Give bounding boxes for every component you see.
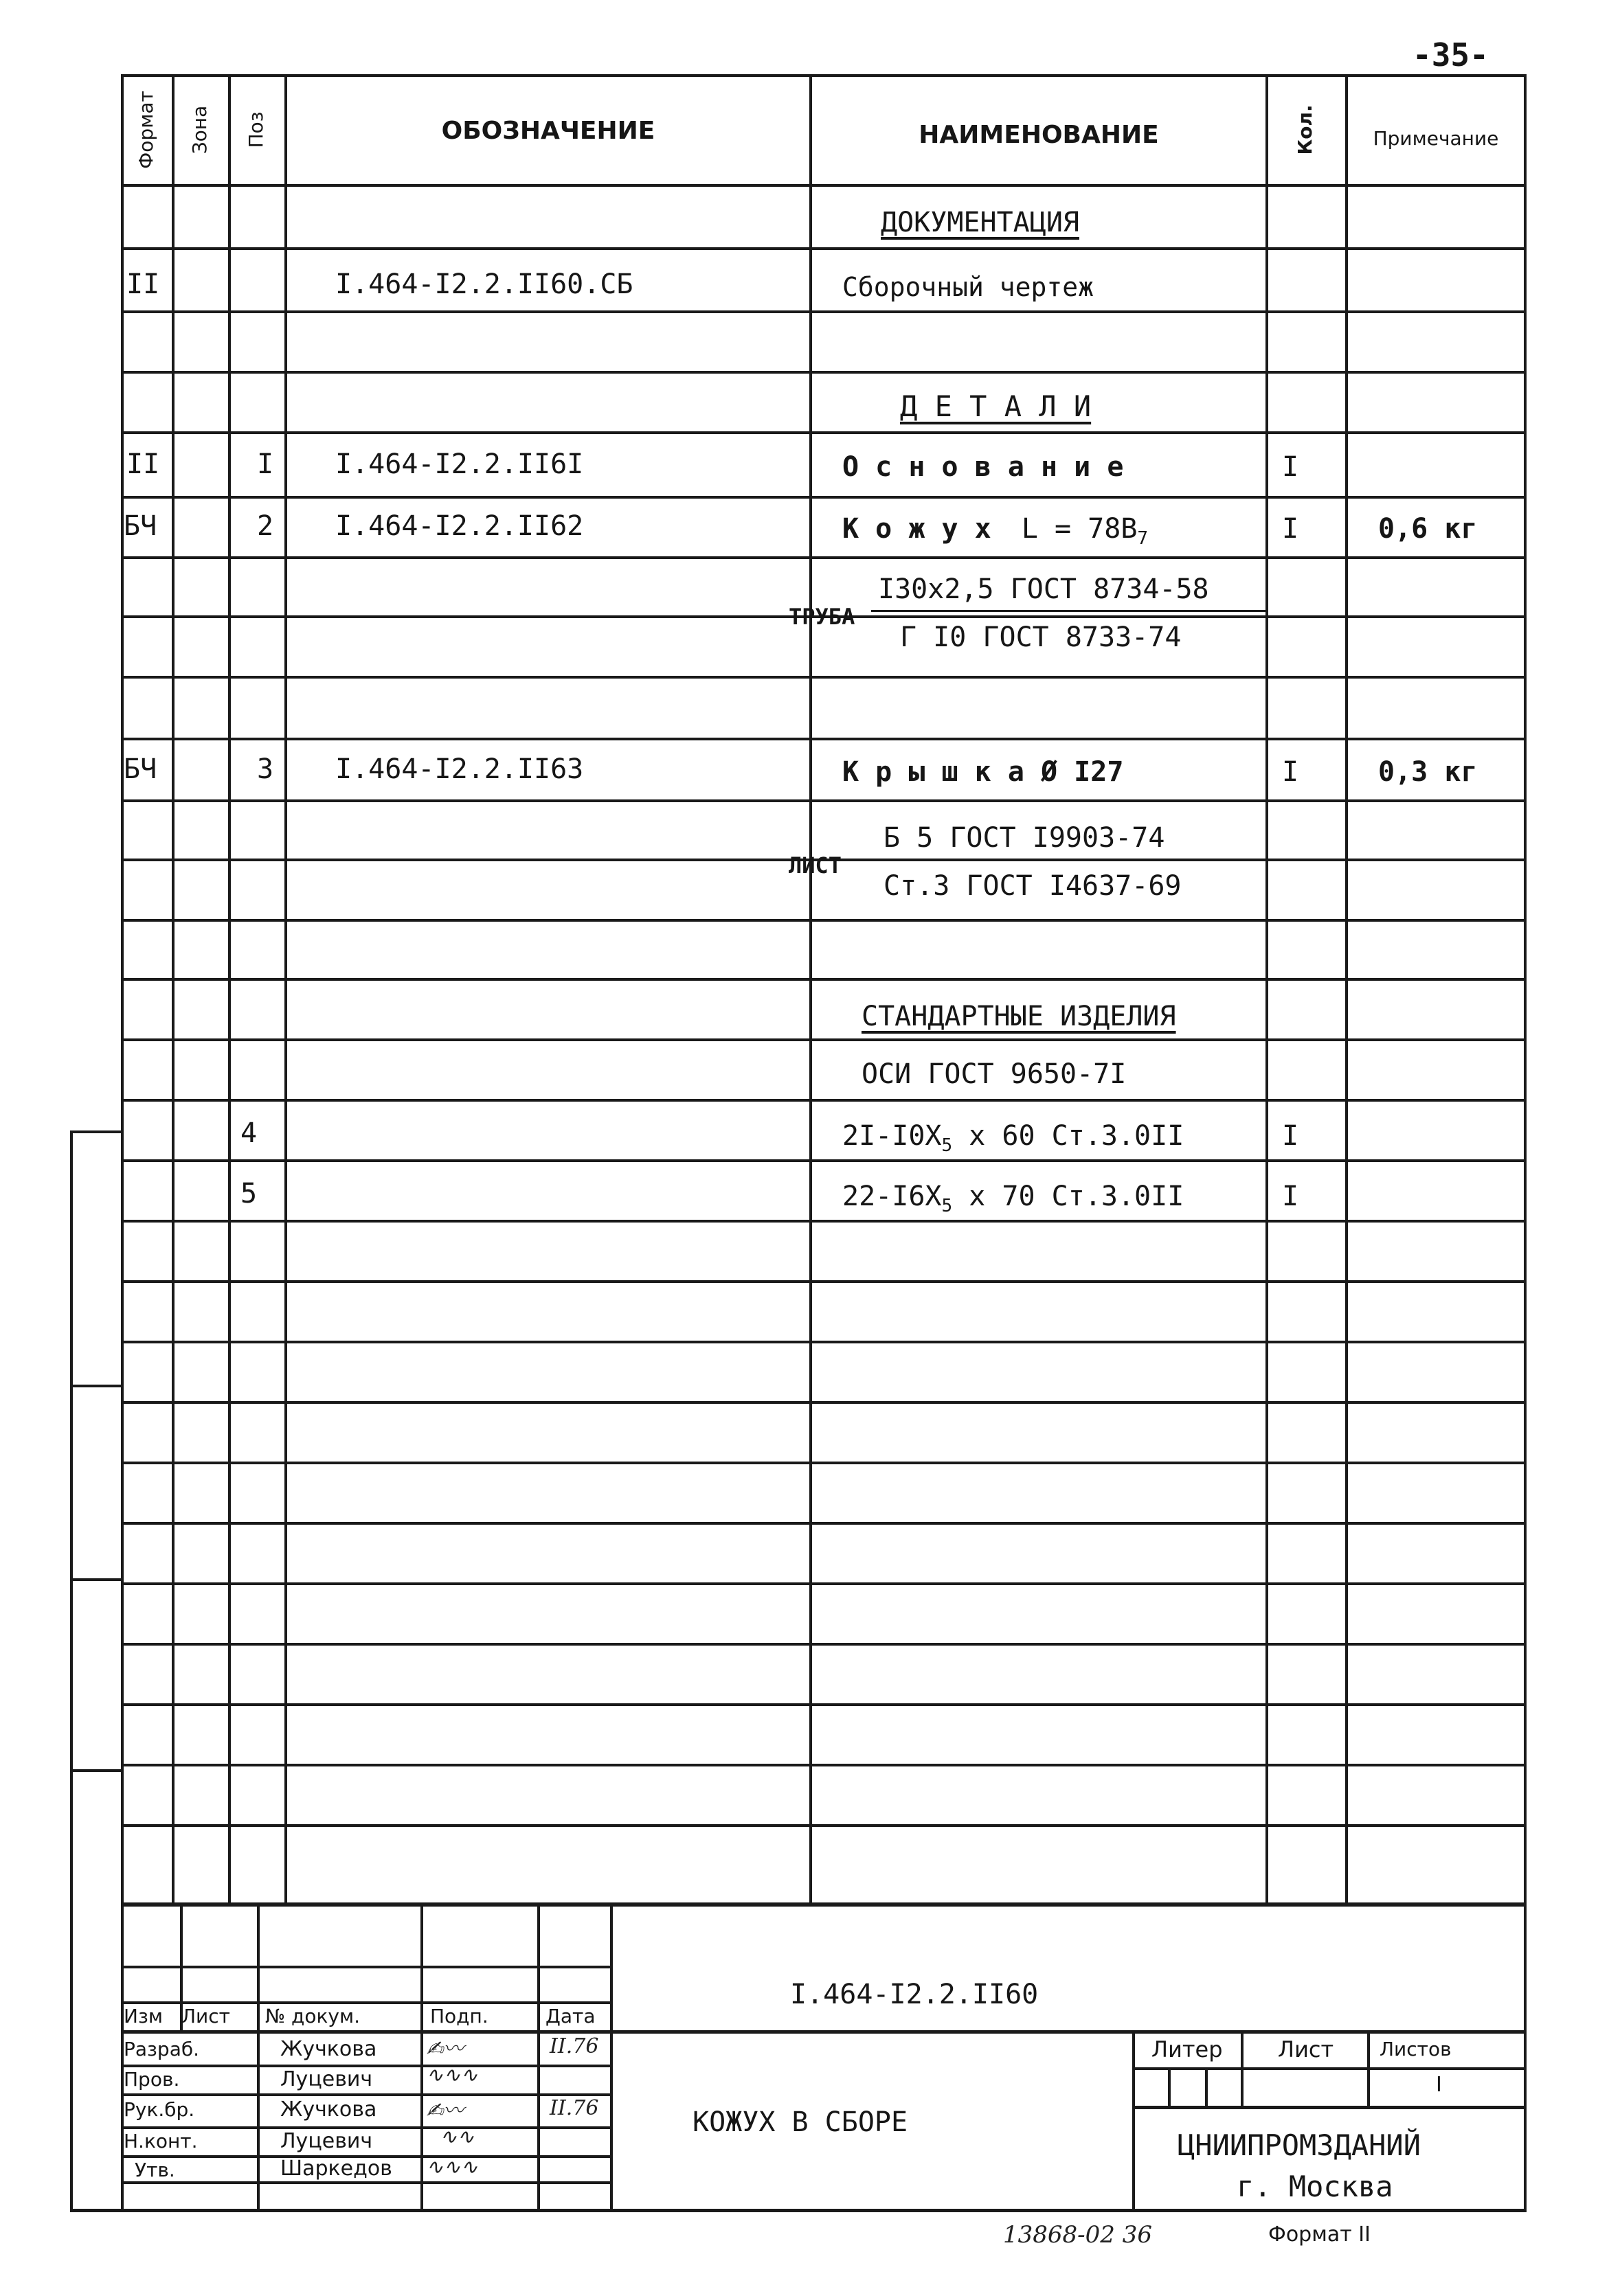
organization-name: ЦНИИПРОМЗДАНИЙ (1178, 2128, 1421, 2162)
drawing-title: КОЖУХ В СБОРЕ (693, 2106, 908, 2138)
col-izm: Изм (124, 2005, 163, 2027)
signature-ruk: ✍︎〰 (426, 2099, 464, 2123)
header-name: НАИМЕНОВАНИЕ (919, 121, 1159, 149)
row4-designation: I.464-I2.2.II63 (335, 753, 584, 785)
row4-material-top: Б 5 ГОСТ I9903-74 (884, 822, 1165, 854)
date-razrab: II.76 (550, 2034, 599, 2058)
section-standard-items: СТАНДАРТНЫЕ ИЗДЕЛИЯ (862, 1001, 1176, 1032)
row3-material-label: ТРУБА (789, 604, 855, 630)
row6-qty: I (1282, 1181, 1299, 1212)
row3-name-sub: 7 (1137, 528, 1149, 549)
date-ruk: II.76 (550, 2096, 599, 2120)
row5-name (842, 1119, 1184, 1162)
row2-designation: I.464-I2.2.II6I (335, 448, 584, 480)
role-razrab: Разраб. (124, 2038, 200, 2060)
row3-name-formula: L = 78В (1021, 513, 1138, 545)
signature-razrab: ✍︎〰 (426, 2037, 464, 2061)
row2-name: О с н о в а н и е (842, 451, 1124, 483)
sheets-value: I (1436, 2073, 1442, 2097)
name-prov: Луцевич (280, 2067, 373, 2091)
row5-name-sub: 5 (941, 1135, 953, 1156)
row5-qty: I (1282, 1120, 1299, 1152)
title-block-doc-number: I.464-I2.2.II60 (790, 1979, 1039, 2010)
row3-pos: 2 (257, 510, 274, 542)
row2-qty: I (1282, 451, 1299, 483)
row3-name-prefix: К о ж у х (842, 513, 991, 545)
row5-pos: 4 (240, 1117, 258, 1149)
sheet-label: Лист (1278, 2036, 1334, 2062)
row1-name: Сборочный чертеж (842, 272, 1094, 302)
row6-name-sub: 5 (941, 1196, 953, 1216)
header-designation: ОБОЗНАЧЕНИЕ (441, 117, 655, 145)
footer-format: Формат II (1268, 2223, 1371, 2247)
row4-material-bottom: Ст.3 ГОСТ I4637-69 (884, 870, 1182, 902)
row3-material-top: I30x2,5 ГОСТ 8734-58 (878, 573, 1209, 605)
page-number: -35- (1413, 36, 1489, 73)
organization-city: г. Москва (1237, 2170, 1393, 2203)
row3-material-bottom: Г I0 ГОСТ 8733-74 (900, 622, 1182, 653)
row3-material-fraction-line (871, 610, 1265, 612)
sheets-label: Листов (1380, 2038, 1452, 2060)
row1-format: II (126, 269, 160, 300)
row4-material-fraction-line (871, 859, 1242, 861)
liter-label: Литер (1151, 2036, 1223, 2062)
row4-qty: I (1282, 756, 1299, 788)
header-zone: Зона (188, 105, 211, 155)
row5-name-b: x 60 Ст.3.0II (952, 1120, 1184, 1152)
row2-pos: I (257, 448, 274, 480)
header-pos: Поз (245, 111, 267, 148)
row4-material-label: ЛИСТ (789, 852, 842, 878)
row6-name-b: x 70 Ст.3.0II (952, 1181, 1184, 1212)
role-ruk: Рук.бр. (124, 2098, 195, 2121)
row4-pos: 3 (257, 753, 274, 785)
row5-name-a: 2I-I0X (842, 1120, 942, 1152)
row6-name-a: 22-I6X (842, 1181, 942, 1212)
name-nkont: Луцевич (280, 2129, 373, 2153)
footer-stamp: 13868-02 36 (1003, 2221, 1152, 2249)
row3-format: БЧ (124, 510, 157, 542)
row6-pos: 5 (240, 1178, 258, 1209)
row4-name: К р ы ш к а Ø I27 (842, 756, 1124, 788)
row3-designation: I.464-I2.2.II62 (335, 510, 584, 542)
role-utv: Утв. (135, 2159, 175, 2181)
signature-utv: ∿∿∿ (426, 2155, 478, 2179)
col-ndoc: № докум. (265, 2005, 361, 2027)
col-data: Дата (545, 2005, 596, 2027)
signature-nkont: ∿∿ (440, 2125, 475, 2149)
name-ruk: Жучкова (280, 2098, 377, 2122)
row3-note: 0,6 кг (1378, 513, 1478, 545)
col-list: Лист (181, 2005, 230, 2027)
row3-name (842, 512, 1148, 555)
role-prov: Пров. (124, 2068, 180, 2091)
row6-name (842, 1180, 1184, 1223)
row3-qty: I (1282, 513, 1299, 545)
header-qty: Кол. (1294, 104, 1316, 155)
standard-items-subtitle: ОСИ ГОСТ 9650-7I (862, 1058, 1127, 1090)
section-parts: Д Е Т А Л И (900, 389, 1092, 423)
name-utv: Шаркедов (280, 2157, 392, 2181)
row2-format: II (126, 448, 160, 480)
section-documentation: ДОКУМЕНТАЦИЯ (881, 207, 1079, 238)
header-note: Примечание (1373, 127, 1499, 150)
row4-format: БЧ (124, 753, 157, 785)
row4-note: 0,3 кг (1378, 756, 1478, 788)
name-razrab: Жучкова (280, 2037, 377, 2061)
header-format: Формат (135, 91, 157, 169)
col-podp: Подп. (430, 2005, 488, 2027)
row1-designation: I.464-I2.2.II60.СБ (335, 269, 633, 300)
signature-prov: ∿∿∿ (426, 2063, 478, 2087)
role-nkont: Н.конт. (124, 2130, 198, 2152)
